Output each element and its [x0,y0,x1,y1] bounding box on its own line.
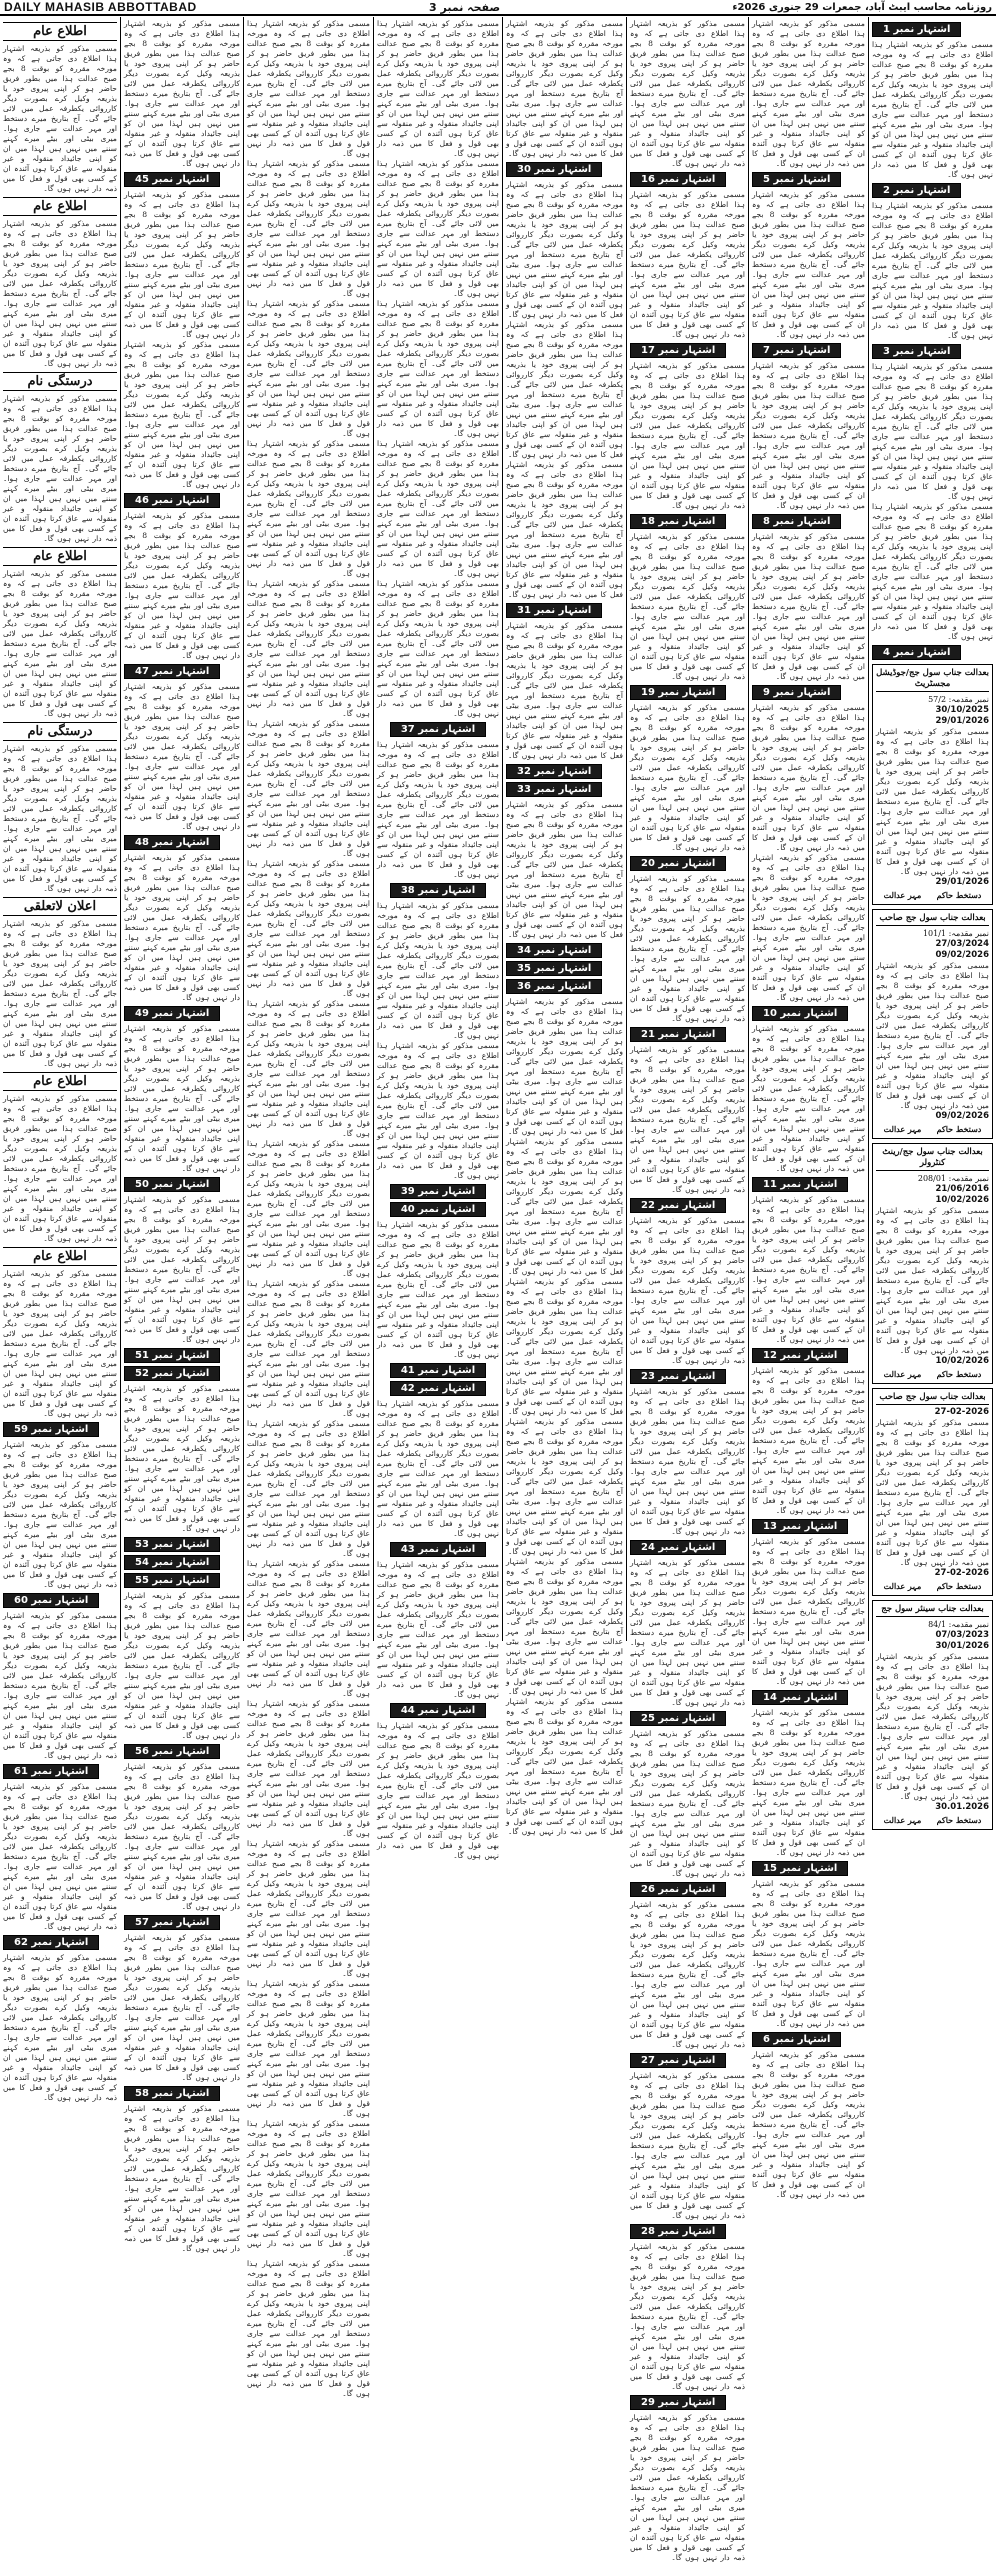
notice-text: مسمی مذکور کو بذریعہ اشتہار ہذا اطلاع دی جاتی ہے کہ وہ مورخہ مقررہ کو بوقت 8 بجے صبح عدالت ہذا میں بطور فریق حاضر ہو کر اپنی پیروی خود یا بذریعہ وکیل کرے بصورت دیگر کارروائی یکطرفہ عمل میں لائی جائے گی۔ آج بتاریخ میرے دستخط اور مہر عدالت سے جاری ہوا۔ میری بیٹی اور بیٹے میرے کہنے سننے میں نہیں ہیں لہذا میں ان کو اپنی جائیداد منقولہ و غیر منقولہ سے عاق کرتا ہوں آئندہ ان کے کسی بھی قول و فعل کا میں ذمہ دار نہیں ہوں گا۔ [247,1979,370,2118]
notice-text: مسمی مذکور کو بذریعہ اشتہار ہذا اطلاع دی جاتی ہے کہ وہ مورخہ مقررہ کو بوقت 8 بجے صبح عدالت ہذا میں بطور فریق حاضر ہو کر اپنی پیروی خود یا بذریعہ وکیل کرے بصورت دیگر کارروائی یکطرفہ عمل میں لائی جائے گی۔ آج بتاریخ میرے دستخط اور مہر عدالت سے جاری ہوا۔ میری بیٹی اور بیٹے میرے کہنے سننے میں نہیں ہیں لہذا میں ان کو اپنی جائیداد منقولہ و غیر منقولہ سے عاق کرتا ہوں آئندہ ان کے کسی بھی قول و فعل کا میں ذمہ دار نہیں ہوں گا۔ [377,439,499,578]
notice-text: مسمی مذکور کو بذریعہ اشتہار ہذا اطلاع دی جاتی ہے کہ وہ مورخہ مقررہ کو بوقت 8 بجے صبح عدالت ہذا میں بطور فریق حاضر ہو کر اپنی پیروی خود یا بذریعہ وکیل کرے بصورت دیگر کارروائی یکطرفہ عمل میں لائی جائے گی۔ آج بتاریخ میرے دستخط اور مہر عدالت سے جاری ہوا۔ میری بیٹی اور بیٹے میرے کہنے سننے میں نہیں ہیں لہذا میں ان کو اپنی جائیداد منقولہ و غیر منقولہ سے عاق کرتا ہوں آئندہ ان کے کسی بھی قول و فعل کا میں ذمہ دار نہیں ہوں گا۔ [377,901,499,1040]
ad-label: اشتہار نمبر 57 [124,1915,240,1930]
notice-text: مسمی مذکور کو بذریعہ اشتہار ہذا اطلاع دی جاتی ہے کہ وہ مورخہ مقررہ کو بوقت 8 بجے صبح عدالت ہذا میں بطور فریق حاضر ہو کر اپنی پیروی خود یا بذریعہ وکیل کرے بصورت دیگر کارروائی یکطرفہ عمل میں لائی جائے گی۔ آج بتاریخ میرے دستخط اور مہر عدالت سے جاری ہوا۔ میری بیٹی اور بیٹے میرے کہنے سننے میں نہیں ہیں لہذا میں ان کو اپنی جائیداد منقولہ و غیر منقولہ سے عاق کرتا ہوں آئندہ ان کے کسی بھی قول و فعل کا میں ذمہ دار نہیں ہوں گا۔ [3,1440,117,1589]
notice-text: مسمی مذکور کو بذریعہ اشتہار ہذا اطلاع دی جاتی ہے کہ وہ مورخہ مقررہ کو بوقت 8 بجے صبح عدالت ہذا میں بطور فریق حاضر ہو کر اپنی پیروی خود یا بذریعہ وکیل کرے بصورت دیگر کارروائی یکطرفہ عمل میں لائی جائے گی۔ آج بتاریخ میرے دستخط اور مہر عدالت سے جاری ہوا۔ میری بیٹی اور بیٹے میرے کہنے سننے میں نہیں ہیں لہذا میں ان کو اپنی جائیداد منقولہ و غیر منقولہ سے عاق کرتا ہوں آئندہ ان کے کسی بھی قول و فعل کا میں ذمہ دار نہیں ہوں گا۔ [506,320,623,459]
section-heading: اطلاع عام [3,1247,117,1266]
notice-text: مسمی مذکور کو بذریعہ اشتہار ہذا اطلاع دی جاتی ہے کہ وہ مورخہ مقررہ کو بوقت 8 بجے صبح عدالت ہذا میں بطور فریق حاضر ہو کر اپنی پیروی خود یا بذریعہ وکیل کرے بصورت دیگر کارروائی یکطرفہ عمل میں لائی جائے گی۔ آج بتاریخ میرے دستخط اور مہر عدالت سے جاری ہوا۔ میری بیٹی اور بیٹے میرے کہنے سننے میں نہیں ہیں لہذا میں ان کو اپنی جائیداد منقولہ و غیر منقولہ سے عاق کرتا ہوں آئندہ ان کے کسی بھی قول و فعل کا میں ذمہ دار نہیں ہوں گا۔ [247,999,370,1138]
ad-label: اشتہار نمبر 22 [630,1198,745,1213]
court-notice: بعدالت جناب سول جج/جوڈیشل مجسٹریٹ نمبر مقدمہ: 57/2 30/10/2025 29/01/2026 مسمی مذکور کو بذریعہ اشتہار ہذا اطلاع دی جاتی ہے کہ وہ مورخہ مقررہ کو بوقت 8 بجے صبح عدالت ہذا میں بطور فریق حاضر ہو کر اپنی پیروی خود یا بذریعہ وکیل کرے بصورت دیگر کارروائی یکطرفہ عمل میں لائی جائے گی۔ آج بتاریخ میرے دستخط اور مہر عدالت سے جاری ہوا۔ میری بیٹی اور بیٹے میرے کہنے سننے میں نہیں ہیں لہذا میں ان کو اپنی جائیداد منقولہ و غیر منقولہ سے عاق کرتا ہوں آئندہ ان کے کسی بھی قول و فعل کا میں ذمہ دار نہیں ہوں گا۔ 29/01/2026 دستخط حاکم مہر عدالت [872,664,993,905]
ad-label: اشتہار نمبر 62 [3,1935,117,1950]
notice-text: مسمی مذکور کو بذریعہ اشتہار ہذا اطلاع دی جاتی ہے کہ وہ مورخہ مقررہ کو بوقت 8 بجے صبح عدالت ہذا میں بطور فریق حاضر ہو کر اپنی پیروی خود یا بذریعہ وکیل کرے بصورت دیگر کارروائی یکطرفہ عمل میں لائی جائے گی۔ آج بتاریخ میرے دستخط اور مہر عدالت سے جاری ہوا۔ میری بیٹی اور بیٹے میرے کہنے سننے میں نہیں ہیں لہذا میں ان کو اپنی جائیداد منقولہ و غیر منقولہ سے عاق کرتا ہوں آئندہ ان کے کسی بھی قول و فعل کا میں ذمہ دار نہیں ہوں گا۔ [247,1279,370,1418]
ad-label: اشتہار نمبر 54 [124,1555,240,1570]
ad-label: اشتہار نمبر 51 [124,1348,240,1363]
classifieds-page [0,17,996,2562]
notice-text: مسمی مذکور کو بذریعہ اشتہار ہذا اطلاع دی جاتی ہے کہ وہ مورخہ مقررہ کو بوقت 8 بجے صبح عدالت ہذا میں بطور فریق حاضر ہو کر اپنی پیروی خود یا بذریعہ وکیل کرے بصورت دیگر کارروائی یکطرفہ عمل میں لائی جائے گی۔ آج بتاریخ میرے دستخط اور مہر عدالت سے جاری ہوا۔ میری بیٹی اور بیٹے میرے کہنے سننے میں نہیں ہیں لہذا میں ان کو اپنی جائیداد منقولہ و غیر منقولہ سے عاق کرتا ہوں آئندہ ان کے کسی بھی قول و فعل کا میں ذمہ دار نہیں ہوں گا۔ [630,1729,745,1878]
ad-label: اشتہار نمبر 40 [377,1202,499,1217]
column-7 [120,17,243,2253]
ad-label: اشتہار نمبر 18 [630,514,745,529]
ad-label: اشتہار نمبر 38 [377,883,499,898]
ad-label: اشتہار نمبر 31 [506,603,623,618]
notice-text: مسمی مذکور کو بذریعہ اشتہار ہذا اطلاع دی جاتی ہے کہ وہ مورخہ مقررہ کو بوقت 8 بجے صبح عدالت ہذا میں بطور فریق حاضر ہو کر اپنی پیروی خود یا بذریعہ وکیل کرے بصورت دیگر کارروائی یکطرفہ عمل میں لائی جائے گی۔ آج بتاریخ میرے دستخط اور مہر عدالت سے جاری ہوا۔ میری بیٹی اور بیٹے میرے کہنے سننے میں نہیں ہیں لہذا میں ان کو اپنی جائیداد منقولہ و غیر منقولہ سے عاق کرتا ہوں آئندہ ان کے کسی بھی قول و فعل کا میں ذمہ دار نہیں ہوں گا۔ [630,874,745,1023]
ad-label: اشتہار نمبر 23 [630,1369,745,1384]
notice-text: مسمی مذکور کو بذریعہ اشتہار ہذا اطلاع دی جاتی ہے کہ وہ مورخہ مقررہ کو بوقت 8 بجے صبح عدالت ہذا میں بطور فریق حاضر ہو کر اپنی پیروی خود یا بذریعہ وکیل کرے بصورت دیگر کارروائی یکطرفہ عمل میں لائی جائے گی۔ آج بتاریخ میرے دستخط اور مہر عدالت سے جاری ہوا۔ میری بیٹی اور بیٹے میرے کہنے سننے میں نہیں ہیں لہذا میں ان کو اپنی جائیداد منقولہ و غیر منقولہ سے عاق کرتا ہوں آئندہ ان کے کسی بھی قول و فعل کا میں ذمہ دار نہیں ہوں گا۔ [752,2050,865,2199]
ad-label: اشتہار نمبر 41 [377,1363,499,1378]
notice-text: مسمی مذکور کو بذریعہ اشتہار ہذا اطلاع دی جاتی ہے کہ وہ مورخہ مقررہ کو بوقت 8 بجے صبح عدالت ہذا میں بطور فریق حاضر ہو کر اپنی پیروی خود یا بذریعہ وکیل کرے بصورت دیگر کارروائی یکطرفہ عمل میں لائی جائے گی۔ آج بتاریخ میرے دستخط اور مہر عدالت سے جاری ہوا۔ میری بیٹی اور بیٹے میرے کہنے سننے میں نہیں ہیں لہذا میں ان کو اپنی جائیداد منقولہ و غیر منقولہ سے عاق کرتا ہوں آئندہ ان کے کسی بھی قول و فعل کا میں ذمہ دار نہیں ہوں گا۔ [752,1024,865,1173]
ad-label: اشتہار نمبر 25 [630,1711,745,1726]
notice-text: مسمی مذکور کو بذریعہ اشتہار ہذا اطلاع دی جاتی ہے کہ وہ مورخہ مقررہ کو بوقت 8 بجے صبح عدالت ہذا میں بطور فریق حاضر ہو کر اپنی پیروی خود یا بذریعہ وکیل کرے بصورت دیگر کارروائی یکطرفہ عمل میں لائی جائے گی۔ آج بتاریخ میرے دستخط اور مہر عدالت سے جاری ہوا۔ میری بیٹی اور بیٹے میرے کہنے سننے میں نہیں ہیں لہذا میں ان کو اپنی جائیداد منقولہ و غیر منقولہ سے عاق کرتا ہوں آئندہ ان کے کسی بھی قول و فعل کا میں ذمہ دار نہیں ہوں گا۔ [247,439,370,578]
ad-label: اشتہار نمبر 58 [124,2086,240,2101]
ad-label: اشتہار نمبر 12 [752,1348,865,1363]
section-heading: اطلاع عام [3,22,117,41]
notice-text: مسمی مذکور کو بذریعہ اشتہار ہذا اطلاع دی جاتی ہے کہ وہ مورخہ مقررہ کو بوقت 8 بجے صبح عدالت ہذا میں بطور فریق حاضر ہو کر اپنی پیروی خود یا بذریعہ وکیل کرے بصورت دیگر کارروائی یکطرفہ عمل میں لائی جائے گی۔ آج بتاریخ میرے دستخط اور مہر عدالت سے جاری ہوا۔ میری بیٹی اور بیٹے میرے کہنے سننے میں نہیں ہیں لہذا میں ان کو اپنی جائیداد منقولہ و غیر منقولہ سے عاق کرتا ہوں آئندہ ان کے کسی بھی قول و فعل کا میں ذمہ دار نہیں ہوں گا۔ [506,19,623,158]
notice-text: مسمی مذکور کو بذریعہ اشتہار ہذا اطلاع دی جاتی ہے کہ وہ مورخہ مقررہ کو بوقت 8 بجے صبح عدالت ہذا میں بطور فریق حاضر ہو کر اپنی پیروی خود یا بذریعہ وکیل کرے بصورت دیگر کارروائی یکطرفہ عمل میں لائی جائے گی۔ آج بتاریخ میرے دستخط اور مہر عدالت سے جاری ہوا۔ میری بیٹی اور بیٹے میرے کہنے سننے میں نہیں ہیں لہذا میں ان کو اپنی جائیداد منقولہ و غیر منقولہ سے عاق کرتا ہوں آئندہ ان کے کسی بھی قول و فعل کا میں ذمہ دار نہیں ہوں گا۔ [377,1399,499,1538]
notice-text: مسمی مذکور کو بذریعہ اشتہار ہذا اطلاع دی جاتی ہے کہ وہ مورخہ مقررہ کو بوقت 8 بجے صبح عدالت ہذا میں بطور فریق حاضر ہو کر اپنی پیروی خود یا بذریعہ وکیل کرے بصورت دیگر کارروائی یکطرفہ عمل میں لائی جائے گی۔ آج بتاریخ میرے دستخط اور مہر عدالت سے جاری ہوا۔ میری بیٹی اور بیٹے میرے کہنے سننے میں نہیں ہیں لہذا میں ان کو اپنی جائیداد منقولہ و غیر منقولہ سے عاق کرتا ہوں آئندہ ان کے کسی بھی قول و فعل کا میں ذمہ دار نہیں ہوں گا۔ [124,1933,240,2082]
notice-text: مسمی مذکور کو بذریعہ اشتہار ہذا اطلاع دی جاتی ہے کہ وہ مورخہ مقررہ کو بوقت 8 بجے صبح عدالت ہذا میں بطور فریق حاضر ہو کر اپنی پیروی خود یا بذریعہ وکیل کرے بصورت دیگر کارروائی یکطرفہ عمل میں لائی جائے گی۔ آج بتاریخ میرے دستخط اور مہر عدالت سے جاری ہوا۔ میری بیٹی اور بیٹے میرے کہنے سننے میں نہیں ہیں لہذا میں ان کو اپنی جائیداد منقولہ و غیر منقولہ سے عاق کرتا ہوں آئندہ ان کے کسی بھی قول و فعل کا میں ذمہ دار نہیں ہوں گا۔ [124,190,240,339]
ad-label: اشتہار نمبر 16 [630,172,745,187]
notice-text: مسمی مذکور کو بذریعہ اشتہار ہذا اطلاع دی جاتی ہے کہ وہ مورخہ مقررہ کو بوقت 8 بجے صبح عدالت ہذا میں بطور فریق حاضر ہو کر اپنی پیروی خود یا بذریعہ وکیل کرے بصورت دیگر کارروائی یکطرفہ عمل میں لائی جائے گی۔ آج بتاریخ میرے دستخط اور مہر عدالت سے جاری ہوا۔ میری بیٹی اور بیٹے میرے کہنے سننے میں نہیں ہیں لہذا میں ان کو اپنی جائیداد منقولہ و غیر منقولہ سے عاق کرتا ہوں آئندہ ان کے کسی بھی قول و فعل کا میں ذمہ دار نہیں ہوں گا۔ [247,2259,370,2398]
notice-text: مسمی مذکور کو بذریعہ اشتہار ہذا اطلاع دی جاتی ہے کہ وہ مورخہ مقررہ کو بوقت 8 بجے صبح عدالت ہذا میں بطور فریق حاضر ہو کر اپنی پیروی خود یا بذریعہ وکیل کرے بصورت دیگر کارروائی یکطرفہ عمل میں لائی جائے گی۔ آج بتاریخ میرے دستخط اور مہر عدالت سے جاری ہوا۔ میری بیٹی اور بیٹے میرے کہنے سننے میں نہیں ہیں لہذا میں ان کو اپنی جائیداد منقولہ و غیر منقولہ سے عاق کرتا ہوں آئندہ ان کے کسی بھی قول و فعل کا میں ذمہ دار نہیں ہوں گا۔ [630,532,745,681]
ad-label: اشتہار نمبر 29 [630,2395,745,2410]
ad-label: اشتہار نمبر 8 [752,514,865,529]
notice-text: مسمی مذکور کو بذریعہ اشتہار ہذا اطلاع دی جاتی ہے کہ وہ مورخہ مقررہ کو بوقت 8 بجے صبح عدالت ہذا میں بطور فریق حاضر ہو کر اپنی پیروی خود یا بذریعہ وکیل کرے بصورت دیگر کارروائی یکطرفہ عمل میں لائی جائے گی۔ آج بتاریخ میرے دستخط اور مہر عدالت سے جاری ہوا۔ میری بیٹی اور بیٹے میرے کہنے سننے میں نہیں ہیں لہذا میں ان کو اپنی جائیداد منقولہ و غیر منقولہ سے عاق کرتا ہوں آئندہ ان کے کسی بھی قول و فعل کا میں ذمہ دار نہیں ہوں گا۔ [872,40,993,179]
notice-text: مسمی مذکور کو بذریعہ اشتہار ہذا اطلاع دی جاتی ہے کہ وہ مورخہ مقررہ کو بوقت 8 بجے صبح عدالت ہذا میں بطور فریق حاضر ہو کر اپنی پیروی خود یا بذریعہ وکیل کرے بصورت دیگر کارروائی یکطرفہ عمل میں لائی جائے گی۔ آج بتاریخ میرے دستخط اور مہر عدالت سے جاری ہوا۔ میری بیٹی اور بیٹے میرے کہنے سننے میں نہیں ہیں لہذا میں ان کو اپنی جائیداد منقولہ و غیر منقولہ سے عاق کرتا ہوں آئندہ ان کے کسی بھی قول و فعل کا میں ذمہ دار نہیں ہوں گا۔ [506,1697,623,1836]
ad-label: اشتہار نمبر 5 [752,172,865,187]
section-heading: اعلان لاتعلقی [3,897,117,916]
notice-text: مسمی مذکور کو بذریعہ اشتہار ہذا اطلاع دی جاتی ہے کہ وہ مورخہ مقررہ کو بوقت 8 بجے صبح عدالت ہذا میں بطور فریق حاضر ہو کر اپنی پیروی خود یا بذریعہ وکیل کرے بصورت دیگر کارروائی یکطرفہ عمل میں لائی جائے گی۔ آج بتاریخ میرے دستخط اور مہر عدالت سے جاری ہوا۔ میری بیٹی اور بیٹے میرے کہنے سننے میں نہیں ہیں لہذا میں ان کو اپنی جائیداد منقولہ و غیر منقولہ سے عاق کرتا ہوں آئندہ ان کے کسی بھی قول و فعل کا میں ذمہ دار نہیں ہوں گا۔ [3,1269,117,1418]
ad-label: اشتہار نمبر 24 [630,1540,745,1555]
notice-text: مسمی مذکور کو بذریعہ اشتہار ہذا اطلاع دی جاتی ہے کہ وہ مورخہ مقررہ کو بوقت 8 بجے صبح عدالت ہذا میں بطور فریق حاضر ہو کر اپنی پیروی خود یا بذریعہ وکیل کرے بصورت دیگر کارروائی یکطرفہ عمل میں لائی جائے گی۔ آج بتاریخ میرے دستخط اور مہر عدالت سے جاری ہوا۔ میری بیٹی اور بیٹے میرے کہنے سننے میں نہیں ہیں لہذا میں ان کو اپنی جائیداد منقولہ و غیر منقولہ سے عاق کرتا ہوں آئندہ ان کے کسی بھی قول و فعل کا میں ذمہ دار نہیں ہوں گا۔ [3,1611,117,1760]
notice-text: مسمی مذکور کو بذریعہ اشتہار ہذا اطلاع دی جاتی ہے کہ وہ مورخہ مقررہ کو بوقت 8 بجے صبح عدالت ہذا میں بطور فریق حاضر ہو کر اپنی پیروی خود یا بذریعہ وکیل کرے بصورت دیگر کارروائی یکطرفہ عمل میں لائی جائے گی۔ آج بتاریخ میرے دستخط اور مہر عدالت سے جاری ہوا۔ میری بیٹی اور بیٹے میرے کہنے سننے میں نہیں ہیں لہذا میں ان کو اپنی جائیداد منقولہ و غیر منقولہ سے عاق کرتا ہوں آئندہ ان کے کسی بھی قول و فعل کا میں ذمہ دار نہیں ہوں گا۔ [630,2413,745,2562]
notice-text: مسمی مذکور کو بذریعہ اشتہار ہذا اطلاع دی جاتی ہے کہ وہ مورخہ مقررہ کو بوقت 8 بجے صبح عدالت ہذا میں بطور فریق حاضر ہو کر اپنی پیروی خود یا بذریعہ وکیل کرے بصورت دیگر کارروائی یکطرفہ عمل میں لائی جائے گی۔ آج بتاریخ میرے دستخط اور مہر عدالت سے جاری ہوا۔ میری بیٹی اور بیٹے میرے کہنے سننے میں نہیں ہیں لہذا میں ان کو اپنی جائیداد منقولہ و غیر منقولہ سے عاق کرتا ہوں آئندہ ان کے کسی بھی قول و فعل کا میں ذمہ دار نہیں ہوں گا۔ [247,1419,370,1558]
ad-label: اشتہار نمبر 56 [124,1744,240,1759]
ad-label: اشتہار نمبر 52 [124,1366,240,1381]
notice-text: مسمی مذکور کو بذریعہ اشتہار ہذا اطلاع دی جاتی ہے کہ وہ مورخہ مقررہ کو بوقت 8 بجے صبح عدالت ہذا میں بطور فریق حاضر ہو کر اپنی پیروی خود یا بذریعہ وکیل کرے بصورت دیگر کارروائی یکطرفہ عمل میں لائی جائے گی۔ آج بتاریخ میرے دستخط اور مہر عدالت سے جاری ہوا۔ میری بیٹی اور بیٹے میرے کہنے سننے میں نہیں ہیں لہذا میں ان کو اپنی جائیداد منقولہ و غیر منقولہ سے عاق کرتا ہوں آئندہ ان کے کسی بھی قول و فعل کا میں ذمہ دار نہیں ہوں گا۔ [247,1699,370,1838]
notice-text: مسمی مذکور کو بذریعہ اشتہار ہذا اطلاع دی جاتی ہے کہ وہ مورخہ مقررہ کو بوقت 8 بجے صبح عدالت ہذا میں بطور فریق حاضر ہو کر اپنی پیروی خود یا بذریعہ وکیل کرے بصورت دیگر کارروائی یکطرفہ عمل میں لائی جائے گی۔ آج بتاریخ میرے دستخط اور مہر عدالت سے جاری ہوا۔ میری بیٹی اور بیٹے میرے کہنے سننے میں نہیں ہیں لہذا میں ان کو اپنی جائیداد منقولہ و غیر منقولہ سے عاق کرتا ہوں آئندہ ان کے کسی بھی قول و فعل کا میں ذمہ دار نہیں ہوں گا۔ [3,1782,117,1931]
section-heading: اطلاع عام [3,547,117,566]
notice-text: مسمی مذکور کو بذریعہ اشتہار ہذا اطلاع دی جاتی ہے کہ وہ مورخہ مقررہ کو بوقت 8 بجے صبح عدالت ہذا میں بطور فریق حاضر ہو کر اپنی پیروی خود یا بذریعہ وکیل کرے بصورت دیگر کارروائی یکطرفہ عمل میں لائی جائے گی۔ آج بتاریخ میرے دستخط اور مہر عدالت سے جاری ہوا۔ میری بیٹی اور بیٹے میرے کہنے سننے میں نہیں ہیں لہذا میں ان کو اپنی جائیداد منقولہ و غیر منقولہ سے عاق کرتا ہوں آئندہ ان کے کسی بھی قول و فعل کا میں ذمہ دار نہیں ہوں گا۔ [124,1195,240,1344]
ad-label: اشتہار نمبر 43 [377,1542,499,1557]
ad-label: اشتہار نمبر 59 [3,1422,117,1437]
ad-label: اشتہار نمبر 10 [752,1006,865,1021]
notice-text: مسمی مذکور کو بذریعہ اشتہار ہذا اطلاع دی جاتی ہے کہ وہ مورخہ مقررہ کو بوقت 8 بجے صبح عدالت ہذا میں بطور فریق حاضر ہو کر اپنی پیروی خود یا بذریعہ وکیل کرے بصورت دیگر کارروائی یکطرفہ عمل میں لائی جائے گی۔ آج بتاریخ میرے دستخط اور مہر عدالت سے جاری ہوا۔ میری بیٹی اور بیٹے میرے کہنے سننے میں نہیں ہیں لہذا میں ان کو اپنی جائیداد منقولہ و غیر منقولہ سے عاق کرتا ہوں آئندہ ان کے کسی بھی قول و فعل کا میں ذمہ دار نہیں ہوں گا۔ [3,919,117,1068]
ad-label: اشتہار نمبر 49 [124,1006,240,1021]
notice-text: مسمی مذکور کو بذریعہ اشتہار ہذا اطلاع دی جاتی ہے کہ وہ مورخہ مقررہ کو بوقت 8 بجے صبح عدالت ہذا میں بطور فریق حاضر ہو کر اپنی پیروی خود یا بذریعہ وکیل کرے بصورت دیگر کارروائی یکطرفہ عمل میں لائی جائے گی۔ آج بتاریخ میرے دستخط اور مہر عدالت سے جاری ہوا۔ میری بیٹی اور بیٹے میرے کہنے سننے میں نہیں ہیں لہذا میں ان کو اپنی جائیداد منقولہ و غیر منقولہ سے عاق کرتا ہوں آئندہ ان کے کسی بھی قول و فعل کا میں ذمہ دار نہیں ہوں گا۔ [247,19,370,158]
notice-text: مسمی مذکور کو بذریعہ اشتہار ہذا اطلاع دی جاتی ہے کہ وہ مورخہ مقررہ کو بوقت 8 بجے صبح عدالت ہذا میں بطور فریق حاضر ہو کر اپنی پیروی خود یا بذریعہ وکیل کرے بصورت دیگر کارروائی یکطرفہ عمل میں لائی جائے گی۔ آج بتاریخ میرے دستخط اور مہر عدالت سے جاری ہوا۔ میری بیٹی اور بیٹے میرے کہنے سننے میں نہیں ہیں لہذا میں ان کو اپنی جائیداد منقولہ و غیر منقولہ سے عاق کرتا ہوں آئندہ ان کے کسی بھی قول و فعل کا میں ذمہ دار نہیں ہوں گا۔ [3,1953,117,2102]
notice-text: مسمی مذکور کو بذریعہ اشتہار ہذا اطلاع دی جاتی ہے کہ وہ مورخہ مقررہ کو بوقت 8 بجے صبح عدالت ہذا میں بطور فریق حاضر ہو کر اپنی پیروی خود یا بذریعہ وکیل کرے بصورت دیگر کارروائی یکطرفہ عمل میں لائی جائے گی۔ آج بتاریخ میرے دستخط اور مہر عدالت سے جاری ہوا۔ میری بیٹی اور بیٹے میرے کہنے سننے میں نہیں ہیں لہذا میں ان کو اپنی جائیداد منقولہ و غیر منقولہ سے عاق کرتا ہوں آئندہ ان کے کسی بھی قول و فعل کا میں ذمہ دار نہیں ہوں گا۔ [752,1537,865,1686]
notice-text: مسمی مذکور کو بذریعہ اشتہار ہذا اطلاع دی جاتی ہے کہ وہ مورخہ مقررہ کو بوقت 8 بجے صبح عدالت ہذا میں بطور فریق حاضر ہو کر اپنی پیروی خود یا بذریعہ وکیل کرے بصورت دیگر کارروائی یکطرفہ عمل میں لائی جائے گی۔ آج بتاریخ میرے دستخط اور مہر عدالت سے جاری ہوا۔ میری بیٹی اور بیٹے میرے کہنے سننے میں نہیں ہیں لہذا میں ان کو اپنی جائیداد منقولہ و غیر منقولہ سے عاق کرتا ہوں آئندہ ان کے کسی بھی قول و فعل کا میں ذمہ دار نہیں ہوں گا۔ [506,621,623,760]
ad-label: اشتہار نمبر 37 [377,722,499,737]
notice-text: مسمی مذکور کو بذریعہ اشتہار ہذا اطلاع دی جاتی ہے کہ وہ مورخہ مقررہ کو بوقت 8 بجے صبح عدالت ہذا میں بطور فریق حاضر ہو کر اپنی پیروی خود یا بذریعہ وکیل کرے بصورت دیگر کارروائی یکطرفہ عمل میں لائی جائے گی۔ آج بتاریخ میرے دستخط اور مہر عدالت سے جاری ہوا۔ میری بیٹی اور بیٹے میرے کہنے سننے میں نہیں ہیں لہذا میں ان کو اپنی جائیداد منقولہ و غیر منقولہ سے عاق کرتا ہوں آئندہ ان کے کسی بھی قول و فعل کا میں ذمہ دار نہیں ہوں گا۔ [872,362,993,501]
ad-label: اشتہار نمبر 46 [124,493,240,508]
notice-text: مسمی مذکور کو بذریعہ اشتہار ہذا اطلاع دی جاتی ہے کہ وہ مورخہ مقررہ کو بوقت 8 بجے صبح عدالت ہذا میں بطور فریق حاضر ہو کر اپنی پیروی خود یا بذریعہ وکیل کرے بصورت دیگر کارروائی یکطرفہ عمل میں لائی جائے گی۔ آج بتاریخ میرے دستخط اور مہر عدالت سے جاری ہوا۔ میری بیٹی اور بیٹے میرے کہنے سننے میں نہیں ہیں لہذا میں ان کو اپنی جائیداد منقولہ و غیر منقولہ سے عاق کرتا ہوں آئندہ ان کے کسی بھی قول و فعل کا میں ذمہ دار نہیں ہوں گا۔ [377,740,499,879]
ad-label: اشتہار نمبر 44 [377,1703,499,1718]
notice-text: مسمی مذکور کو بذریعہ اشتہار ہذا اطلاع دی جاتی ہے کہ وہ مورخہ مقررہ کو بوقت 8 بجے صبح عدالت ہذا میں بطور فریق حاضر ہو کر اپنی پیروی خود یا بذریعہ وکیل کرے بصورت دیگر کارروائی یکطرفہ عمل میں لائی جائے گی۔ آج بتاریخ میرے دستخط اور مہر عدالت سے جاری ہوا۔ میری بیٹی اور بیٹے میرے کہنے سننے میں نہیں ہیں لہذا میں ان کو اپنی جائیداد منقولہ و غیر منقولہ سے عاق کرتا ہوں آئندہ ان کے کسی بھی قول و فعل کا میں ذمہ دار نہیں ہوں گا۔ [752,532,865,681]
notice-text: مسمی مذکور کو بذریعہ اشتہار ہذا اطلاع دی جاتی ہے کہ وہ مورخہ مقررہ کو بوقت 8 بجے صبح عدالت ہذا میں بطور فریق حاضر ہو کر اپنی پیروی خود یا بذریعہ وکیل کرے بصورت دیگر کارروائی یکطرفہ عمل میں لائی جائے گی۔ آج بتاریخ میرے دستخط اور مہر عدالت سے جاری ہوا۔ میری بیٹی اور بیٹے میرے کہنے سننے میں نہیں ہیں لہذا میں ان کو اپنی جائیداد منقولہ و غیر منقولہ سے عاق کرتا ہوں آئندہ ان کے کسی بھی قول و فعل کا میں ذمہ دار نہیں ہوں گا۔ [247,159,370,298]
ad-label: اشتہار نمبر 36 [506,979,623,994]
column-3 [626,17,748,2562]
notice-text: مسمی مذکور کو بذریعہ اشتہار ہذا اطلاع دی جاتی ہے کہ وہ مورخہ مقررہ کو بوقت 8 بجے صبح عدالت ہذا میں بطور فریق حاضر ہو کر اپنی پیروی خود یا بذریعہ وکیل کرے بصورت دیگر کارروائی یکطرفہ عمل میں لائی جائے گی۔ آج بتاریخ میرے دستخط اور مہر عدالت سے جاری ہوا۔ میری بیٹی اور بیٹے میرے کہنے سننے میں نہیں ہیں لہذا میں ان کو اپنی جائیداد منقولہ و غیر منقولہ سے عاق کرتا ہوں آئندہ ان کے کسی بھی قول و فعل کا میں ذمہ دار نہیں ہوں گا۔ [124,340,240,489]
ad-label: اشتہار نمبر 45 [124,172,240,187]
notice-text: مسمی مذکور کو بذریعہ اشتہار ہذا اطلاع دی جاتی ہے کہ وہ مورخہ مقررہ کو بوقت 8 بجے صبح عدالت ہذا میں بطور فریق حاضر ہو کر اپنی پیروی خود یا بذریعہ وکیل کرے بصورت دیگر کارروائی یکطرفہ عمل میں لائی جائے گی۔ آج بتاریخ میرے دستخط اور مہر عدالت سے جاری ہوا۔ میری بیٹی اور بیٹے میرے کہنے سننے میں نہیں ہیں لہذا میں ان کو اپنی جائیداد منقولہ و غیر منقولہ سے عاق کرتا ہوں آئندہ ان کے کسی بھی قول و فعل کا میں ذمہ دار نہیں ہوں گا۔ [3,219,117,368]
notice-text: مسمی مذکور کو بذریعہ اشتہار ہذا اطلاع دی جاتی ہے کہ وہ مورخہ مقررہ کو بوقت 8 بجے صبح عدالت ہذا میں بطور فریق حاضر ہو کر اپنی پیروی خود یا بذریعہ وکیل کرے بصورت دیگر کارروائی یکطرفہ عمل میں لائی جائے گی۔ آج بتاریخ میرے دستخط اور مہر عدالت سے جاری ہوا۔ میری بیٹی اور بیٹے میرے کہنے سننے میں نہیں ہیں لہذا میں ان کو اپنی جائیداد منقولہ و غیر منقولہ سے عاق کرتا ہوں آئندہ ان کے کسی بھی قول و فعل کا میں ذمہ دار نہیں ہوں گا۔ [124,853,240,1002]
notice-text: مسمی مذکور کو بذریعہ اشتہار ہذا اطلاع دی جاتی ہے کہ وہ مورخہ مقررہ کو بوقت 8 بجے صبح عدالت ہذا میں بطور فریق حاضر ہو کر اپنی پیروی خود یا بذریعہ وکیل کرے بصورت دیگر کارروائی یکطرفہ عمل میں لائی جائے گی۔ آج بتاریخ میرے دستخط اور مہر عدالت سے جاری ہوا۔ میری بیٹی اور بیٹے میرے کہنے سننے میں نہیں ہیں لہذا میں ان کو اپنی جائیداد منقولہ و غیر منقولہ سے عاق کرتا ہوں آئندہ ان کے کسی بھی قول و فعل کا میں ذمہ دار نہیں ہوں گا۔ [506,1417,623,1556]
notice-text: مسمی مذکور کو بذریعہ اشتہار ہذا اطلاع دی جاتی ہے کہ وہ مورخہ مقررہ کو بوقت 8 بجے صبح عدالت ہذا میں بطور فریق حاضر ہو کر اپنی پیروی خود یا بذریعہ وکیل کرے بصورت دیگر کارروائی یکطرفہ عمل میں لائی جائے گی۔ آج بتاریخ میرے دستخط اور مہر عدالت سے جاری ہوا۔ میری بیٹی اور بیٹے میرے کہنے سننے میں نہیں ہیں لہذا میں ان کو اپنی جائیداد منقولہ و غیر منقولہ سے عاق کرتا ہوں آئندہ ان کے کسی بھی قول و فعل کا میں ذمہ دار نہیں ہوں گا۔ [3,394,117,543]
notice-text: مسمی مذکور کو بذریعہ اشتہار ہذا اطلاع دی جاتی ہے کہ وہ مورخہ مقررہ کو بوقت 8 بجے صبح عدالت ہذا میں بطور فریق حاضر ہو کر اپنی پیروی خود یا بذریعہ وکیل کرے بصورت دیگر کارروائی یکطرفہ عمل میں لائی جائے گی۔ آج بتاریخ میرے دستخط اور مہر عدالت سے جاری ہوا۔ میری بیٹی اور بیٹے میرے کہنے سننے میں نہیں ہیں لہذا میں ان کو اپنی جائیداد منقولہ و غیر منقولہ سے عاق کرتا ہوں آئندہ ان کے کسی بھی قول و فعل کا میں ذمہ دار نہیں ہوں گا۔ [630,703,745,852]
ad-label: اشتہار نمبر 19 [630,685,745,700]
column-5 [373,17,502,1860]
column-4 [502,17,626,1836]
notice-text: مسمی مذکور کو بذریعہ اشتہار ہذا اطلاع دی جاتی ہے کہ وہ مورخہ مقررہ کو بوقت 8 بجے صبح عدالت ہذا میں بطور فریق حاضر ہو کر اپنی پیروی خود یا بذریعہ وکیل کرے بصورت دیگر کارروائی یکطرفہ عمل میں لائی جائے گی۔ آج بتاریخ میرے دستخط اور مہر عدالت سے جاری ہوا۔ میری بیٹی اور بیٹے میرے کہنے سننے میں نہیں ہیں لہذا میں ان کو اپنی جائیداد منقولہ و غیر منقولہ سے عاق کرتا ہوں آئندہ ان کے کسی بھی قول و فعل کا میں ذمہ دار نہیں ہوں گا۔ [377,159,499,298]
section-heading: اطلاع عام [3,197,117,216]
notice-text: مسمی مذکور کو بذریعہ اشتہار ہذا اطلاع دی جاتی ہے کہ وہ مورخہ مقررہ کو بوقت 8 بجے صبح عدالت ہذا میں بطور فریق حاضر ہو کر اپنی پیروی خود یا بذریعہ وکیل کرے بصورت دیگر کارروائی یکطرفہ عمل میں لائی جائے گی۔ آج بتاریخ میرے دستخط اور مہر عدالت سے جاری ہوا۔ میری بیٹی اور بیٹے میرے کہنے سننے میں نہیں ہیں لہذا میں ان کو اپنی جائیداد منقولہ و غیر منقولہ سے عاق کرتا ہوں آئندہ ان کے کسی بھی قول و فعل کا میں ذمہ دار نہیں ہوں گا۔ [247,1139,370,1278]
notice-text: مسمی مذکور کو بذریعہ اشتہار ہذا اطلاع دی جاتی ہے کہ وہ مورخہ مقررہ کو بوقت 8 بجے صبح عدالت ہذا میں بطور فریق حاضر ہو کر اپنی پیروی خود یا بذریعہ وکیل کرے بصورت دیگر کارروائی یکطرفہ عمل میں لائی جائے گی۔ آج بتاریخ میرے دستخط اور مہر عدالت سے جاری ہوا۔ میری بیٹی اور بیٹے میرے کہنے سننے میں نہیں ہیں لہذا میں ان کو اپنی جائیداد منقولہ و غیر منقولہ سے عاق کرتا ہوں آئندہ ان کے کسی بھی قول و فعل کا میں ذمہ دار نہیں ہوں گا۔ [630,1216,745,1365]
notice-text: مسمی مذکور کو بذریعہ اشتہار ہذا اطلاع دی جاتی ہے کہ وہ مورخہ مقررہ کو بوقت 8 بجے صبح عدالت ہذا میں بطور فریق حاضر ہو کر اپنی پیروی خود یا بذریعہ وکیل کرے بصورت دیگر کارروائی یکطرفہ عمل میں لائی جائے گی۔ آج بتاریخ میرے دستخط اور مہر عدالت سے جاری ہوا۔ میری بیٹی اور بیٹے میرے کہنے سننے میں نہیں ہیں لہذا میں ان کو اپنی جائیداد منقولہ و غیر منقولہ سے عاق کرتا ہوں آئندہ ان کے کسی بھی قول و فعل کا میں ذمہ دار نہیں ہوں گا۔ [630,1900,745,2049]
issue-date: روزنامہ محاسب ایبٹ آباد، جمعرات 29 جنوری 2026ء [732,1,992,13]
notice-text: مسمی مذکور کو بذریعہ اشتہار ہذا اطلاع دی جاتی ہے کہ وہ مورخہ مقررہ کو بوقت 8 بجے صبح عدالت ہذا میں بطور فریق حاضر ہو کر اپنی پیروی خود یا بذریعہ وکیل کرے بصورت دیگر کارروائی یکطرفہ عمل میں لائی جائے گی۔ آج بتاریخ میرے دستخط اور مہر عدالت سے جاری ہوا۔ میری بیٹی اور بیٹے میرے کہنے سننے میں نہیں ہیں لہذا میں ان کو اپنی جائیداد منقولہ و غیر منقولہ سے عاق کرتا ہوں آئندہ ان کے کسی بھی قول و فعل کا میں ذمہ دار نہیں ہوں گا۔ [247,1839,370,1978]
ad-label: اشتہار نمبر 26 [630,1882,745,1897]
notice-text: مسمی مذکور کو بذریعہ اشتہار ہذا اطلاع دی جاتی ہے کہ وہ مورخہ مقررہ کو بوقت 8 بجے صبح عدالت ہذا میں بطور فریق حاضر ہو کر اپنی پیروی خود یا بذریعہ وکیل کرے بصورت دیگر کارروائی یکطرفہ عمل میں لائی جائے گی۔ آج بتاریخ میرے دستخط اور مہر عدالت سے جاری ہوا۔ میری بیٹی اور بیٹے میرے کہنے سننے میں نہیں ہیں لہذا میں ان کو اپنی جائیداد منقولہ و غیر منقولہ سے عاق کرتا ہوں آئندہ ان کے کسی بھی قول و فعل کا میں ذمہ دار نہیں ہوں گا۔ [630,361,745,510]
court-notice: بعدالت جناب سول جج/رینٹ کنٹرولر نمبر مقدمہ: 208/01 21/06/2016 10/02/2026 مسمی مذکور کو بذریعہ اشتہار ہذا اطلاع دی جاتی ہے کہ وہ مورخہ مقررہ کو بوقت 8 بجے صبح عدالت ہذا میں بطور فریق حاضر ہو کر اپنی پیروی خود یا بذریعہ وکیل کرے بصورت دیگر کارروائی یکطرفہ عمل میں لائی جائے گی۔ آج بتاریخ میرے دستخط اور مہر عدالت سے جاری ہوا۔ میری بیٹی اور بیٹے میرے کہنے سننے میں نہیں ہیں لہذا میں ان کو اپنی جائیداد منقولہ و غیر منقولہ سے عاق کرتا ہوں آئندہ ان کے کسی بھی قول و فعل کا میں ذمہ دار نہیں ہوں گا۔ 10/02/2026 دستخط حاکم مہر عدالت [872,1143,993,1384]
ad-label: اشتہار نمبر 17 [630,343,745,358]
notice-text: مسمی مذکور کو بذریعہ اشتہار ہذا اطلاع دی جاتی ہے کہ وہ مورخہ مقررہ کو بوقت 8 بجے صبح عدالت ہذا میں بطور فریق حاضر ہو کر اپنی پیروی خود یا بذریعہ وکیل کرے بصورت دیگر کارروائی یکطرفہ عمل میں لائی جائے گی۔ آج بتاریخ میرے دستخط اور مہر عدالت سے جاری ہوا۔ میری بیٹی اور بیٹے میرے کہنے سننے میں نہیں ہیں لہذا میں ان کو اپنی جائیداد منقولہ و غیر منقولہ سے عاق کرتا ہوں آئندہ ان کے کسی بھی قول و فعل کا میں ذمہ دار نہیں ہوں گا۔ [872,502,993,641]
notice-text: مسمی مذکور کو بذریعہ اشتہار ہذا اطلاع دی جاتی ہے کہ وہ مورخہ مقررہ کو بوقت 8 بجے صبح عدالت ہذا میں بطور فریق حاضر ہو کر اپنی پیروی خود یا بذریعہ وکیل کرے بصورت دیگر کارروائی یکطرفہ عمل میں لائی جائے گی۔ آج بتاریخ میرے دستخط اور مہر عدالت سے جاری ہوا۔ میری بیٹی اور بیٹے میرے کہنے سننے میں نہیں ہیں لہذا میں ان کو اپنی جائیداد منقولہ و غیر منقولہ سے عاق کرتا ہوں آئندہ ان کے کسی بھی قول و فعل کا میں ذمہ دار نہیں ہوں گا۔ [377,299,499,438]
notice-text: مسمی مذکور کو بذریعہ اشتہار ہذا اطلاع دی جاتی ہے کہ وہ مورخہ مقررہ کو بوقت 8 بجے صبح عدالت ہذا میں بطور فریق حاضر ہو کر اپنی پیروی خود یا بذریعہ وکیل کرے بصورت دیگر کارروائی یکطرفہ عمل میں لائی جائے گی۔ آج بتاریخ میرے دستخط اور مہر عدالت سے جاری ہوا۔ میری بیٹی اور بیٹے میرے کہنے سننے میں نہیں ہیں لہذا میں ان کو اپنی جائیداد منقولہ و غیر منقولہ سے عاق کرتا ہوں آئندہ ان کے کسی بھی قول و فعل کا میں ذمہ دار نہیں ہوں گا۔ [872,201,993,340]
ad-label: اشتہار نمبر 14 [752,1690,865,1705]
notice-text: مسمی مذکور کو بذریعہ اشتہار ہذا اطلاع دی جاتی ہے کہ وہ مورخہ مقررہ کو بوقت 8 بجے صبح عدالت ہذا میں بطور فریق حاضر ہو کر اپنی پیروی خود یا بذریعہ وکیل کرے بصورت دیگر کارروائی یکطرفہ عمل میں لائی جائے گی۔ آج بتاریخ میرے دستخط اور مہر عدالت سے جاری ہوا۔ میری بیٹی اور بیٹے میرے کہنے سننے میں نہیں ہیں لہذا میں ان کو اپنی جائیداد منقولہ و غیر منقولہ سے عاق کرتا ہوں آئندہ ان کے کسی بھی قول و فعل کا میں ذمہ دار نہیں ہوں گا۔ [752,1708,865,1857]
ad-label: اشتہار نمبر 3 [872,344,993,359]
ad-label: اشتہار نمبر 50 [124,1177,240,1192]
notice-text: مسمی مذکور کو بذریعہ اشتہار ہذا اطلاع دی جاتی ہے کہ وہ مورخہ مقررہ کو بوقت 8 بجے صبح عدالت ہذا میں بطور فریق حاضر ہو کر اپنی پیروی خود یا بذریعہ وکیل کرے بصورت دیگر کارروائی یکطرفہ عمل میں لائی جائے گی۔ آج بتاریخ میرے دستخط اور مہر عدالت سے جاری ہوا۔ میری بیٹی اور بیٹے میرے کہنے سننے میں نہیں ہیں لہذا میں ان کو اپنی جائیداد منقولہ و غیر منقولہ سے عاق کرتا ہوں آئندہ ان کے کسی بھی قول و فعل کا میں ذمہ دار نہیں ہوں گا۔ [506,1277,623,1416]
notice-text: مسمی مذکور کو بذریعہ اشتہار ہذا اطلاع دی جاتی ہے کہ وہ مورخہ مقررہ کو بوقت 8 بجے صبح عدالت ہذا میں بطور فریق حاضر ہو کر اپنی پیروی خود یا بذریعہ وکیل کرے بصورت دیگر کارروائی یکطرفہ عمل میں لائی جائے گی۔ آج بتاریخ میرے دستخط اور مہر عدالت سے جاری ہوا۔ میری بیٹی اور بیٹے میرے کہنے سننے میں نہیں ہیں لہذا میں ان کو اپنی جائیداد منقولہ و غیر منقولہ سے عاق کرتا ہوں آئندہ ان کے کسی بھی قول و فعل کا میں ذمہ دار نہیں ہوں گا۔ [630,1558,745,1707]
notice-text: مسمی مذکور کو بذریعہ اشتہار ہذا اطلاع دی جاتی ہے کہ وہ مورخہ مقررہ کو بوقت 8 بجے صبح عدالت ہذا میں بطور فریق حاضر ہو کر اپنی پیروی خود یا بذریعہ وکیل کرے بصورت دیگر کارروائی یکطرفہ عمل میں لائی جائے گی۔ آج بتاریخ میرے دستخط اور مہر عدالت سے جاری ہوا۔ میری بیٹی اور بیٹے میرے کہنے سننے میں نہیں ہیں لہذا میں ان کو اپنی جائیداد منقولہ و غیر منقولہ سے عاق کرتا ہوں آئندہ ان کے کسی بھی قول و فعل کا میں ذمہ دار نہیں ہوں گا۔ [506,997,623,1136]
masthead [0,0,996,16]
notice-text: مسمی مذکور کو بذریعہ اشتہار ہذا اطلاع دی جاتی ہے کہ وہ مورخہ مقررہ کو بوقت 8 بجے صبح عدالت ہذا میں بطور فریق حاضر ہو کر اپنی پیروی خود یا بذریعہ وکیل کرے بصورت دیگر کارروائی یکطرفہ عمل میں لائی جائے گی۔ آج بتاریخ میرے دستخط اور مہر عدالت سے جاری ہوا۔ میری بیٹی اور بیٹے میرے کہنے سننے میں نہیں ہیں لہذا میں ان کو اپنی جائیداد منقولہ و غیر منقولہ سے عاق کرتا ہوں آئندہ ان کے کسی بھی قول و فعل کا میں ذمہ دار نہیں ہوں گا۔ [752,1366,865,1515]
ad-label: اشتہار نمبر 20 [630,856,745,871]
notice-text: مسمی مذکور کو بذریعہ اشتہار ہذا اطلاع دی جاتی ہے کہ وہ مورخہ مقررہ کو بوقت 8 بجے صبح عدالت ہذا میں بطور فریق حاضر ہو کر اپنی پیروی خود یا بذریعہ وکیل کرے بصورت دیگر کارروائی یکطرفہ عمل میں لائی جائے گی۔ آج بتاریخ میرے دستخط اور مہر عدالت سے جاری ہوا۔ میری بیٹی اور بیٹے میرے کہنے سننے میں نہیں ہیں لہذا میں ان کو اپنی جائیداد منقولہ و غیر منقولہ سے عاق کرتا ہوں آئندہ ان کے کسی بھی قول و فعل کا میں ذمہ دار نہیں ہوں گا۔ [752,1195,865,1344]
notice-text: مسمی مذکور کو بذریعہ اشتہار ہذا اطلاع دی جاتی ہے کہ وہ مورخہ مقررہ کو بوقت 8 بجے صبح عدالت ہذا میں بطور فریق حاضر ہو کر اپنی پیروی خود یا بذریعہ وکیل کرے بصورت دیگر کارروائی یکطرفہ عمل میں لائی جائے گی۔ آج بتاریخ میرے دستخط اور مہر عدالت سے جاری ہوا۔ میری بیٹی اور بیٹے میرے کہنے سننے میں نہیں ہیں لہذا میں ان کو اپنی جائیداد منقولہ و غیر منقولہ سے عاق کرتا ہوں آئندہ ان کے کسی بھی قول و فعل کا میں ذمہ دار نہیں ہوں گا۔ [247,719,370,858]
notice-text: مسمی مذکور کو بذریعہ اشتہار ہذا اطلاع دی جاتی ہے کہ وہ مورخہ مقررہ کو بوقت 8 بجے صبح عدالت ہذا میں بطور فریق حاضر ہو کر اپنی پیروی خود یا بذریعہ وکیل کرے بصورت دیگر کارروائی یکطرفہ عمل میں لائی جائے گی۔ آج بتاریخ میرے دستخط اور مہر عدالت سے جاری ہوا۔ میری بیٹی اور بیٹے میرے کہنے سننے میں نہیں ہیں لہذا میں ان کو اپنی جائیداد منقولہ و غیر منقولہ سے عاق کرتا ہوں آئندہ ان کے کسی بھی قول و فعل کا میں ذمہ دار نہیں ہوں گا۔ [377,1220,499,1359]
notice-text: مسمی مذکور کو بذریعہ اشتہار ہذا اطلاع دی جاتی ہے کہ وہ مورخہ مقررہ کو بوقت 8 بجے صبح عدالت ہذا میں بطور فریق حاضر ہو کر اپنی پیروی خود یا بذریعہ وکیل کرے بصورت دیگر کارروائی یکطرفہ عمل میں لائی جائے گی۔ آج بتاریخ میرے دستخط اور مہر عدالت سے جاری ہوا۔ میری بیٹی اور بیٹے میرے کہنے سننے میں نہیں ہیں لہذا میں ان کو اپنی جائیداد منقولہ و غیر منقولہ سے عاق کرتا ہوں آئندہ ان کے کسی بھی قول و فعل کا میں ذمہ دار نہیں ہوں گا۔ [377,19,499,158]
column-2 [748,17,868,2199]
page-number: صفحہ نمبر 3 [429,0,501,14]
ad-label: اشتہار نمبر 53 [124,1537,240,1552]
ad-label: اشتہار نمبر 35 [506,961,623,976]
ad-label: اشتہار نمبر 7 [752,343,865,358]
notice-text: مسمی مذکور کو بذریعہ اشتہار ہذا اطلاع دی جاتی ہے کہ وہ مورخہ مقررہ کو بوقت 8 بجے صبح عدالت ہذا میں بطور فریق حاضر ہو کر اپنی پیروی خود یا بذریعہ وکیل کرے بصورت دیگر کارروائی یکطرفہ عمل میں لائی جائے گی۔ آج بتاریخ میرے دستخط اور مہر عدالت سے جاری ہوا۔ میری بیٹی اور بیٹے میرے کہنے سننے میں نہیں ہیں لہذا میں ان کو اپنی جائیداد منقولہ و غیر منقولہ سے عاق کرتا ہوں آئندہ ان کے کسی بھی قول و فعل کا میں ذمہ دار نہیں ہوں گا۔ [247,2119,370,2258]
notice-text: مسمی مذکور کو بذریعہ اشتہار ہذا اطلاع دی جاتی ہے کہ وہ مورخہ مقررہ کو بوقت 8 بجے صبح عدالت ہذا میں بطور فریق حاضر ہو کر اپنی پیروی خود یا بذریعہ وکیل کرے بصورت دیگر کارروائی یکطرفہ عمل میں لائی جائے گی۔ آج بتاریخ میرے دستخط اور مہر عدالت سے جاری ہوا۔ میری بیٹی اور بیٹے میرے کہنے سننے میں نہیں ہیں لہذا میں ان کو اپنی جائیداد منقولہ و غیر منقولہ سے عاق کرتا ہوں آئندہ ان کے کسی بھی قول و فعل کا میں ذمہ دار نہیں ہوں گا۔ [377,1721,499,1860]
ad-label: اشتہار نمبر 28 [630,2224,745,2239]
ad-label: اشتہار نمبر 30 [506,162,623,177]
court-notice: بعدالت جناب سول جج صاحب 27-02-2026 مسمی مذکور کو بذریعہ اشتہار ہذا اطلاع دی جاتی ہے کہ وہ مورخہ مقررہ کو بوقت 8 بجے صبح عدالت ہذا میں بطور فریق حاضر ہو کر اپنی پیروی خود یا بذریعہ وکیل کرے بصورت دیگر کارروائی یکطرفہ عمل میں لائی جائے گی۔ آج بتاریخ میرے دستخط اور مہر عدالت سے جاری ہوا۔ میری بیٹی اور بیٹے میرے کہنے سننے میں نہیں ہیں لہذا میں ان کو اپنی جائیداد منقولہ و غیر منقولہ سے عاق کرتا ہوں آئندہ ان کے کسی بھی قول و فعل کا میں ذمہ دار نہیں ہوں گا۔ 27-02-2026 دستخط حاکم مہر عدالت [872,1388,993,1596]
ad-label: اشتہار نمبر 2 [872,183,993,198]
notice-text: مسمی مذکور کو بذریعہ اشتہار ہذا اطلاع دی جاتی ہے کہ وہ مورخہ مقررہ کو بوقت 8 بجے صبح عدالت ہذا میں بطور فریق حاضر ہو کر اپنی پیروی خود یا بذریعہ وکیل کرے بصورت دیگر کارروائی یکطرفہ عمل میں لائی جائے گی۔ آج بتاریخ میرے دستخط اور مہر عدالت سے جاری ہوا۔ میری بیٹی اور بیٹے میرے کہنے سننے میں نہیں ہیں لہذا میں ان کو اپنی جائیداد منقولہ و غیر منقولہ سے عاق کرتا ہوں آئندہ ان کے کسی بھی قول و فعل کا میں ذمہ دار نہیں ہوں گا۔ [247,859,370,998]
notice-text: مسمی مذکور کو بذریعہ اشتہار ہذا اطلاع دی جاتی ہے کہ وہ مورخہ مقررہ کو بوقت 8 بجے صبح عدالت ہذا میں بطور فریق حاضر ہو کر اپنی پیروی خود یا بذریعہ وکیل کرے بصورت دیگر کارروائی یکطرفہ عمل میں لائی جائے گی۔ آج بتاریخ میرے دستخط اور مہر عدالت سے جاری ہوا۔ میری بیٹی اور بیٹے میرے کہنے سننے میں نہیں ہیں لہذا میں ان کو اپنی جائیداد منقولہ و غیر منقولہ سے عاق کرتا ہوں آئندہ ان کے کسی بھی قول و فعل کا میں ذمہ دار نہیں ہوں گا۔ [630,19,745,168]
notice-text: مسمی مذکور کو بذریعہ اشتہار ہذا اطلاع دی جاتی ہے کہ وہ مورخہ مقررہ کو بوقت 8 بجے صبح عدالت ہذا میں بطور فریق حاضر ہو کر اپنی پیروی خود یا بذریعہ وکیل کرے بصورت دیگر کارروائی یکطرفہ عمل میں لائی جائے گی۔ آج بتاریخ میرے دستخط اور مہر عدالت سے جاری ہوا۔ میری بیٹی اور بیٹے میرے کہنے سننے میں نہیں ہیں لہذا میں ان کو اپنی جائیداد منقولہ و غیر منقولہ سے عاق کرتا ہوں آئندہ ان کے کسی بھی قول و فعل کا میں ذمہ دار نہیں ہوں گا۔ [124,682,240,831]
notice-text: مسمی مذکور کو بذریعہ اشتہار ہذا اطلاع دی جاتی ہے کہ وہ مورخہ مقررہ کو بوقت 8 بجے صبح عدالت ہذا میں بطور فریق حاضر ہو کر اپنی پیروی خود یا بذریعہ وکیل کرے بصورت دیگر کارروائی یکطرفہ عمل میں لائی جائے گی۔ آج بتاریخ میرے دستخط اور مہر عدالت سے جاری ہوا۔ میری بیٹی اور بیٹے میرے کہنے سننے میں نہیں ہیں لہذا میں ان کو اپنی جائیداد منقولہ و غیر منقولہ سے عاق کرتا ہوں آئندہ ان کے کسی بھی قول و فعل کا میں ذمہ دار نہیں ہوں گا۔ [630,190,745,339]
ad-label: اشتہار نمبر 61 [3,1764,117,1779]
notice-text: مسمی مذکور کو بذریعہ اشتہار ہذا اطلاع دی جاتی ہے کہ وہ مورخہ مقررہ کو بوقت 8 بجے صبح عدالت ہذا میں بطور فریق حاضر ہو کر اپنی پیروی خود یا بذریعہ وکیل کرے بصورت دیگر کارروائی یکطرفہ عمل میں لائی جائے گی۔ آج بتاریخ میرے دستخط اور مہر عدالت سے جاری ہوا۔ میری بیٹی اور بیٹے میرے کہنے سننے میں نہیں ہیں لہذا میں ان کو اپنی جائیداد منقولہ و غیر منقولہ سے عاق کرتا ہوں آئندہ ان کے کسی بھی قول و فعل کا میں ذمہ دار نہیں ہوں گا۔ [124,19,240,168]
notice-text: مسمی مذکور کو بذریعہ اشتہار ہذا اطلاع دی جاتی ہے کہ وہ مورخہ مقررہ کو بوقت 8 بجے صبح عدالت ہذا میں بطور فریق حاضر ہو کر اپنی پیروی خود یا بذریعہ وکیل کرے بصورت دیگر کارروائی یکطرفہ عمل میں لائی جائے گی۔ آج بتاریخ میرے دستخط اور مہر عدالت سے جاری ہوا۔ میری بیٹی اور بیٹے میرے کہنے سننے میں نہیں ہیں لہذا میں ان کو اپنی جائیداد منقولہ و غیر منقولہ سے عاق کرتا ہوں آئندہ ان کے کسی بھی قول و فعل کا میں ذمہ دار نہیں ہوں گا۔ [247,579,370,718]
ad-label: اشتہار نمبر 42 [377,1381,499,1396]
notice-text: مسمی مذکور کو بذریعہ اشتہار ہذا اطلاع دی جاتی ہے کہ وہ مورخہ مقررہ کو بوقت 8 بجے صبح عدالت ہذا میں بطور فریق حاضر ہو کر اپنی پیروی خود یا بذریعہ وکیل کرے بصورت دیگر کارروائی یکطرفہ عمل میں لائی جائے گی۔ آج بتاریخ میرے دستخط اور مہر عدالت سے جاری ہوا۔ میری بیٹی اور بیٹے میرے کہنے سننے میں نہیں ہیں لہذا میں ان کو اپنی جائیداد منقولہ و غیر منقولہ سے عاق کرتا ہوں آئندہ ان کے کسی بھی قول و فعل کا میں ذمہ دار نہیں ہوں گا۔ [506,800,623,939]
notice-text: مسمی مذکور کو بذریعہ اشتہار ہذا اطلاع دی جاتی ہے کہ وہ مورخہ مقررہ کو بوقت 8 بجے صبح عدالت ہذا میں بطور فریق حاضر ہو کر اپنی پیروی خود یا بذریعہ وکیل کرے بصورت دیگر کارروائی یکطرفہ عمل میں لائی جائے گی۔ آج بتاریخ میرے دستخط اور مہر عدالت سے جاری ہوا۔ میری بیٹی اور بیٹے میرے کہنے سننے میں نہیں ہیں لہذا میں ان کو اپنی جائیداد منقولہ و غیر منقولہ سے عاق کرتا ہوں آئندہ ان کے کسی بھی قول و فعل کا میں ذمہ دار نہیں ہوں گا۔ [3,44,117,193]
ad-label: اشتہار نمبر 9 [752,685,865,700]
notice-text: مسمی مذکور کو بذریعہ اشتہار ہذا اطلاع دی جاتی ہے کہ وہ مورخہ مقررہ کو بوقت 8 بجے صبح عدالت ہذا میں بطور فریق حاضر ہو کر اپنی پیروی خود یا بذریعہ وکیل کرے بصورت دیگر کارروائی یکطرفہ عمل میں لائی جائے گی۔ آج بتاریخ میرے دستخط اور مہر عدالت سے جاری ہوا۔ میری بیٹی اور بیٹے میرے کہنے سننے میں نہیں ہیں لہذا میں ان کو اپنی جائیداد منقولہ و غیر منقولہ سے عاق کرتا ہوں آئندہ ان کے کسی بھی قول و فعل کا میں ذمہ دار نہیں ہوں گا۔ [630,1045,745,1194]
ad-label: اشتہار نمبر 4 [872,645,993,660]
notice-text: مسمی مذکور کو بذریعہ اشتہار ہذا اطلاع دی جاتی ہے کہ وہ مورخہ مقررہ کو بوقت 8 بجے صبح عدالت ہذا میں بطور فریق حاضر ہو کر اپنی پیروی خود یا بذریعہ وکیل کرے بصورت دیگر کارروائی یکطرفہ عمل میں لائی جائے گی۔ آج بتاریخ میرے دستخط اور مہر عدالت سے جاری ہوا۔ میری بیٹی اور بیٹے میرے کہنے سننے میں نہیں ہیں لہذا میں ان کو اپنی جائیداد منقولہ و غیر منقولہ سے عاق کرتا ہوں آئندہ ان کے کسی بھی قول و فعل کا میں ذمہ دار نہیں ہوں گا۔ [377,1560,499,1699]
notice-text: مسمی مذکور کو بذریعہ اشتہار ہذا اطلاع دی جاتی ہے کہ وہ مورخہ مقررہ کو بوقت 8 بجے صبح عدالت ہذا میں بطور فریق حاضر ہو کر اپنی پیروی خود یا بذریعہ وکیل کرے بصورت دیگر کارروائی یکطرفہ عمل میں لائی جائے گی۔ آج بتاریخ میرے دستخط اور مہر عدالت سے جاری ہوا۔ میری بیٹی اور بیٹے میرے کہنے سننے میں نہیں ہیں لہذا میں ان کو اپنی جائیداد منقولہ و غیر منقولہ سے عاق کرتا ہوں آئندہ ان کے کسی بھی قول و فعل کا میں ذمہ دار نہیں ہوں گا۔ [506,1557,623,1696]
notice-text: مسمی مذکور کو بذریعہ اشتہار ہذا اطلاع دی جاتی ہے کہ وہ مورخہ مقررہ کو بوقت 8 بجے صبح عدالت ہذا میں بطور فریق حاضر ہو کر اپنی پیروی خود یا بذریعہ وکیل کرے بصورت دیگر کارروائی یکطرفہ عمل میں لائی جائے گی۔ آج بتاریخ میرے دستخط اور مہر عدالت سے جاری ہوا۔ میری بیٹی اور بیٹے میرے کہنے سننے میں نہیں ہیں لہذا میں ان کو اپنی جائیداد منقولہ و غیر منقولہ سے عاق کرتا ہوں آئندہ ان کے کسی بھی قول و فعل کا میں ذمہ دار نہیں ہوں گا۔ [752,853,865,1002]
notice-text: مسمی مذکور کو بذریعہ اشتہار ہذا اطلاع دی جاتی ہے کہ وہ مورخہ مقررہ کو بوقت 8 بجے صبح عدالت ہذا میں بطور فریق حاضر ہو کر اپنی پیروی خود یا بذریعہ وکیل کرے بصورت دیگر کارروائی یکطرفہ عمل میں لائی جائے گی۔ آج بتاریخ میرے دستخط اور مہر عدالت سے جاری ہوا۔ میری بیٹی اور بیٹے میرے کہنے سننے میں نہیں ہیں لہذا میں ان کو اپنی جائیداد منقولہ و غیر منقولہ سے عاق کرتا ہوں آئندہ ان کے کسی بھی قول و فعل کا میں ذمہ دار نہیں ہوں گا۔ [124,511,240,660]
ad-label: اشتہار نمبر 11 [752,1177,865,1192]
notice-text: مسمی مذکور کو بذریعہ اشتہار ہذا اطلاع دی جاتی ہے کہ وہ مورخہ مقررہ کو بوقت 8 بجے صبح عدالت ہذا میں بطور فریق حاضر ہو کر اپنی پیروی خود یا بذریعہ وکیل کرے بصورت دیگر کارروائی یکطرفہ عمل میں لائی جائے گی۔ آج بتاریخ میرے دستخط اور مہر عدالت سے جاری ہوا۔ میری بیٹی اور بیٹے میرے کہنے سننے میں نہیں ہیں لہذا میں ان کو اپنی جائیداد منقولہ و غیر منقولہ سے عاق کرتا ہوں آئندہ ان کے کسی بھی قول و فعل کا میں ذمہ دار نہیں ہوں گا۔ [506,180,623,319]
newspaper-title: DAILY MAHASIB ABBOTTABAD [4,0,197,14]
ad-label: اشتہار نمبر 48 [124,835,240,850]
notice-text: مسمی مذکور کو بذریعہ اشتہار ہذا اطلاع دی جاتی ہے کہ وہ مورخہ مقررہ کو بوقت 8 بجے صبح عدالت ہذا میں بطور فریق حاضر ہو کر اپنی پیروی خود یا بذریعہ وکیل کرے بصورت دیگر کارروائی یکطرفہ عمل میں لائی جائے گی۔ آج بتاریخ میرے دستخط اور مہر عدالت سے جاری ہوا۔ میری بیٹی اور بیٹے میرے کہنے سننے میں نہیں ہیں لہذا میں ان کو اپنی جائیداد منقولہ و غیر منقولہ سے عاق کرتا ہوں آئندہ ان کے کسی بھی قول و فعل کا میں ذمہ دار نہیں ہوں گا۔ [752,190,865,339]
ad-label: اشتہار نمبر 1 [872,22,993,37]
notice-text: مسمی مذکور کو بذریعہ اشتہار ہذا اطلاع دی جاتی ہے کہ وہ مورخہ مقررہ کو بوقت 8 بجے صبح عدالت ہذا میں بطور فریق حاضر ہو کر اپنی پیروی خود یا بذریعہ وکیل کرے بصورت دیگر کارروائی یکطرفہ عمل میں لائی جائے گی۔ آج بتاریخ میرے دستخط اور مہر عدالت سے جاری ہوا۔ میری بیٹی اور بیٹے میرے کہنے سننے میں نہیں ہیں لہذا میں ان کو اپنی جائیداد منقولہ و غیر منقولہ سے عاق کرتا ہوں آئندہ ان کے کسی بھی قول و فعل کا میں ذمہ دار نہیں ہوں گا۔ [124,1024,240,1173]
notice-text: مسمی مذکور کو بذریعہ اشتہار ہذا اطلاع دی جاتی ہے کہ وہ مورخہ مقررہ کو بوقت 8 بجے صبح عدالت ہذا میں بطور فریق حاضر ہو کر اپنی پیروی خود یا بذریعہ وکیل کرے بصورت دیگر کارروائی یکطرفہ عمل میں لائی جائے گی۔ آج بتاریخ میرے دستخط اور مہر عدالت سے جاری ہوا۔ میری بیٹی اور بیٹے میرے کہنے سننے میں نہیں ہیں لہذا میں ان کو اپنی جائیداد منقولہ و غیر منقولہ سے عاق کرتا ہوں آئندہ ان کے کسی بھی قول و فعل کا میں ذمہ دار نہیں ہوں گا۔ [752,1879,865,2028]
section-heading: اطلاع عام [3,1072,117,1091]
ad-label: اشتہار نمبر 27 [630,2053,745,2068]
ad-label: اشتہار نمبر 21 [630,1027,745,1042]
notice-text: مسمی مذکور کو بذریعہ اشتہار ہذا اطلاع دی جاتی ہے کہ وہ مورخہ مقررہ کو بوقت 8 بجے صبح عدالت ہذا میں بطور فریق حاضر ہو کر اپنی پیروی خود یا بذریعہ وکیل کرے بصورت دیگر کارروائی یکطرفہ عمل میں لائی جائے گی۔ آج بتاریخ میرے دستخط اور مہر عدالت سے جاری ہوا۔ میری بیٹی اور بیٹے میرے کہنے سننے میں نہیں ہیں لہذا میں ان کو اپنی جائیداد منقولہ و غیر منقولہ سے عاق کرتا ہوں آئندہ ان کے کسی بھی قول و فعل کا میں ذمہ دار نہیں ہوں گا۔ [3,744,117,893]
ad-label: اشتہار نمبر 55 [124,1573,240,1588]
notice-text: مسمی مذکور کو بذریعہ اشتہار ہذا اطلاع دی جاتی ہے کہ وہ مورخہ مقررہ کو بوقت 8 بجے صبح عدالت ہذا میں بطور فریق حاضر ہو کر اپنی پیروی خود یا بذریعہ وکیل کرے بصورت دیگر کارروائی یکطرفہ عمل میں لائی جائے گی۔ آج بتاریخ میرے دستخط اور مہر عدالت سے جاری ہوا۔ میری بیٹی اور بیٹے میرے کہنے سننے میں نہیں ہیں لہذا میں ان کو اپنی جائیداد منقولہ و غیر منقولہ سے عاق کرتا ہوں آئندہ ان کے کسی بھی قول و فعل کا میں ذمہ دار نہیں ہوں گا۔ [124,2104,240,2253]
ad-label: اشتہار نمبر 33 [506,782,623,797]
column-1 [868,17,996,1825]
notice-text: مسمی مذکور کو بذریعہ اشتہار ہذا اطلاع دی جاتی ہے کہ وہ مورخہ مقررہ کو بوقت 8 بجے صبح عدالت ہذا میں بطور فریق حاضر ہو کر اپنی پیروی خود یا بذریعہ وکیل کرے بصورت دیگر کارروائی یکطرفہ عمل میں لائی جائے گی۔ آج بتاریخ میرے دستخط اور مہر عدالت سے جاری ہوا۔ میری بیٹی اور بیٹے میرے کہنے سننے میں نہیں ہیں لہذا میں ان کو اپنی جائیداد منقولہ و غیر منقولہ سے عاق کرتا ہوں آئندہ ان کے کسی بھی قول و فعل کا میں ذمہ دار نہیں ہوں گا۔ [247,1559,370,1698]
notice-text: مسمی مذکور کو بذریعہ اشتہار ہذا اطلاع دی جاتی ہے کہ وہ مورخہ مقررہ کو بوقت 8 بجے صبح عدالت ہذا میں بطور فریق حاضر ہو کر اپنی پیروی خود یا بذریعہ وکیل کرے بصورت دیگر کارروائی یکطرفہ عمل میں لائی جائے گی۔ آج بتاریخ میرے دستخط اور مہر عدالت سے جاری ہوا۔ میری بیٹی اور بیٹے میرے کہنے سننے میں نہیں ہیں لہذا میں ان کو اپنی جائیداد منقولہ و غیر منقولہ سے عاق کرتا ہوں آئندہ ان کے کسی بھی قول و فعل کا میں ذمہ دار نہیں ہوں گا۔ [630,2242,745,2391]
court-notice: بعدالت جناب سول جج صاحب نمبر مقدمہ: 101/1 27/03/2024 09/02/2026 مسمی مذکور کو بذریعہ اشتہار ہذا اطلاع دی جاتی ہے کہ وہ مورخہ مقررہ کو بوقت 8 بجے صبح عدالت ہذا میں بطور فریق حاضر ہو کر اپنی پیروی خود یا بذریعہ وکیل کرے بصورت دیگر کارروائی یکطرفہ عمل میں لائی جائے گی۔ آج بتاریخ میرے دستخط اور مہر عدالت سے جاری ہوا۔ میری بیٹی اور بیٹے میرے کہنے سننے میں نہیں ہیں لہذا میں ان کو اپنی جائیداد منقولہ و غیر منقولہ سے عاق کرتا ہوں آئندہ ان کے کسی بھی قول و فعل کا میں ذمہ دار نہیں ہوں گا۔ 09/02/2026 دستخط حاکم مہر عدالت [872,909,993,1139]
notice-text: مسمی مذکور کو بذریعہ اشتہار ہذا اطلاع دی جاتی ہے کہ وہ مورخہ مقررہ کو بوقت 8 بجے صبح عدالت ہذا میں بطور فریق حاضر ہو کر اپنی پیروی خود یا بذریعہ وکیل کرے بصورت دیگر کارروائی یکطرفہ عمل میں لائی جائے گی۔ آج بتاریخ میرے دستخط اور مہر عدالت سے جاری ہوا۔ میری بیٹی اور بیٹے میرے کہنے سننے میں نہیں ہیں لہذا میں ان کو اپنی جائیداد منقولہ و غیر منقولہ سے عاق کرتا ہوں آئندہ ان کے کسی بھی قول و فعل کا میں ذمہ دار نہیں ہوں گا۔ [752,703,865,852]
section-heading: درستگی نام [3,722,117,741]
notice-text: مسمی مذکور کو بذریعہ اشتہار ہذا اطلاع دی جاتی ہے کہ وہ مورخہ مقررہ کو بوقت 8 بجے صبح عدالت ہذا میں بطور فریق حاضر ہو کر اپنی پیروی خود یا بذریعہ وکیل کرے بصورت دیگر کارروائی یکطرفہ عمل میں لائی جائے گی۔ آج بتاریخ میرے دستخط اور مہر عدالت سے جاری ہوا۔ میری بیٹی اور بیٹے میرے کہنے سننے میں نہیں ہیں لہذا میں ان کو اپنی جائیداد منقولہ و غیر منقولہ سے عاق کرتا ہوں آئندہ ان کے کسی بھی قول و فعل کا میں ذمہ دار نہیں ہوں گا۔ [506,1137,623,1276]
notice-text: مسمی مذکور کو بذریعہ اشتہار ہذا اطلاع دی جاتی ہے کہ وہ مورخہ مقررہ کو بوقت 8 بجے صبح عدالت ہذا میں بطور فریق حاضر ہو کر اپنی پیروی خود یا بذریعہ وکیل کرے بصورت دیگر کارروائی یکطرفہ عمل میں لائی جائے گی۔ آج بتاریخ میرے دستخط اور مہر عدالت سے جاری ہوا۔ میری بیٹی اور بیٹے میرے کہنے سننے میں نہیں ہیں لہذا میں ان کو اپنی جائیداد منقولہ و غیر منقولہ سے عاق کرتا ہوں آئندہ ان کے کسی بھی قول و فعل کا میں ذمہ دار نہیں ہوں گا۔ [506,460,623,599]
notice-text: مسمی مذکور کو بذریعہ اشتہار ہذا اطلاع دی جاتی ہے کہ وہ مورخہ مقررہ کو بوقت 8 بجے صبح عدالت ہذا میں بطور فریق حاضر ہو کر اپنی پیروی خود یا بذریعہ وکیل کرے بصورت دیگر کارروائی یکطرفہ عمل میں لائی جائے گی۔ آج بتاریخ میرے دستخط اور مہر عدالت سے جاری ہوا۔ میری بیٹی اور بیٹے میرے کہنے سننے میں نہیں ہیں لہذا میں ان کو اپنی جائیداد منقولہ و غیر منقولہ سے عاق کرتا ہوں آئندہ ان کے کسی بھی قول و فعل کا میں ذمہ دار نہیں ہوں گا۔ [247,299,370,438]
section-heading: درستگی نام [3,372,117,391]
column-8 [0,17,120,2102]
notice-text: مسمی مذکور کو بذریعہ اشتہار ہذا اطلاع دی جاتی ہے کہ وہ مورخہ مقررہ کو بوقت 8 بجے صبح عدالت ہذا میں بطور فریق حاضر ہو کر اپنی پیروی خود یا بذریعہ وکیل کرے بصورت دیگر کارروائی یکطرفہ عمل میں لائی جائے گی۔ آج بتاریخ میرے دستخط اور مہر عدالت سے جاری ہوا۔ میری بیٹی اور بیٹے میرے کہنے سننے میں نہیں ہیں لہذا میں ان کو اپنی جائیداد منقولہ و غیر منقولہ سے عاق کرتا ہوں آئندہ ان کے کسی بھی قول و فعل کا میں ذمہ دار نہیں ہوں گا۔ [377,1041,499,1180]
notice-text: مسمی مذکور کو بذریعہ اشتہار ہذا اطلاع دی جاتی ہے کہ وہ مورخہ مقررہ کو بوقت 8 بجے صبح عدالت ہذا میں بطور فریق حاضر ہو کر اپنی پیروی خود یا بذریعہ وکیل کرے بصورت دیگر کارروائی یکطرفہ عمل میں لائی جائے گی۔ آج بتاریخ میرے دستخط اور مہر عدالت سے جاری ہوا۔ میری بیٹی اور بیٹے میرے کہنے سننے میں نہیں ہیں لہذا میں ان کو اپنی جائیداد منقولہ و غیر منقولہ سے عاق کرتا ہوں آئندہ ان کے کسی بھی قول و فعل کا میں ذمہ دار نہیں ہوں گا۔ [124,1591,240,1740]
notice-text: مسمی مذکور کو بذریعہ اشتہار ہذا اطلاع دی جاتی ہے کہ وہ مورخہ مقررہ کو بوقت 8 بجے صبح عدالت ہذا میں بطور فریق حاضر ہو کر اپنی پیروی خود یا بذریعہ وکیل کرے بصورت دیگر کارروائی یکطرفہ عمل میں لائی جائے گی۔ آج بتاریخ میرے دستخط اور مہر عدالت سے جاری ہوا۔ میری بیٹی اور بیٹے میرے کہنے سننے میں نہیں ہیں لہذا میں ان کو اپنی جائیداد منقولہ و غیر منقولہ سے عاق کرتا ہوں آئندہ ان کے کسی بھی قول و فعل کا میں ذمہ دار نہیں ہوں گا۔ [124,1384,240,1533]
notice-text: مسمی مذکور کو بذریعہ اشتہار ہذا اطلاع دی جاتی ہے کہ وہ مورخہ مقررہ کو بوقت 8 بجے صبح عدالت ہذا میں بطور فریق حاضر ہو کر اپنی پیروی خود یا بذریعہ وکیل کرے بصورت دیگر کارروائی یکطرفہ عمل میں لائی جائے گی۔ آج بتاریخ میرے دستخط اور مہر عدالت سے جاری ہوا۔ میری بیٹی اور بیٹے میرے کہنے سننے میں نہیں ہیں لہذا میں ان کو اپنی جائیداد منقولہ و غیر منقولہ سے عاق کرتا ہوں آئندہ ان کے کسی بھی قول و فعل کا میں ذمہ دار نہیں ہوں گا۔ [377,579,499,718]
column-6 [243,17,373,2398]
ad-label: اشتہار نمبر 15 [752,1861,865,1876]
ad-label: اشتہار نمبر 60 [3,1593,117,1608]
ad-label: اشتہار نمبر 6 [752,2032,865,2047]
notice-text: مسمی مذکور کو بذریعہ اشتہار ہذا اطلاع دی جاتی ہے کہ وہ مورخہ مقررہ کو بوقت 8 بجے صبح عدالت ہذا میں بطور فریق حاضر ہو کر اپنی پیروی خود یا بذریعہ وکیل کرے بصورت دیگر کارروائی یکطرفہ عمل میں لائی جائے گی۔ آج بتاریخ میرے دستخط اور مہر عدالت سے جاری ہوا۔ میری بیٹی اور بیٹے میرے کہنے سننے میں نہیں ہیں لہذا میں ان کو اپنی جائیداد منقولہ و غیر منقولہ سے عاق کرتا ہوں آئندہ ان کے کسی بھی قول و فعل کا میں ذمہ دار نہیں ہوں گا۔ [630,2071,745,2220]
court-notice: بعدالت جناب سینئر سول جج نمبر مقدمہ: 84/1 07/03/2023 30/01/2026 مسمی مذکور کو بذریعہ اشتہار ہذا اطلاع دی جاتی ہے کہ وہ مورخہ مقررہ کو بوقت 8 بجے صبح عدالت ہذا میں بطور فریق حاضر ہو کر اپنی پیروی خود یا بذریعہ وکیل کرے بصورت دیگر کارروائی یکطرفہ عمل میں لائی جائے گی۔ آج بتاریخ میرے دستخط اور مہر عدالت سے جاری ہوا۔ میری بیٹی اور بیٹے میرے کہنے سننے میں نہیں ہیں لہذا میں ان کو اپنی جائیداد منقولہ و غیر منقولہ سے عاق کرتا ہوں آئندہ ان کے کسی بھی قول و فعل کا میں ذمہ دار نہیں ہوں گا۔ 30.01.2026 دستخط حاکم مہر عدالت [872,1600,993,1830]
notice-text: مسمی مذکور کو بذریعہ اشتہار ہذا اطلاع دی جاتی ہے کہ وہ مورخہ مقررہ کو بوقت 8 بجے صبح عدالت ہذا میں بطور فریق حاضر ہو کر اپنی پیروی خود یا بذریعہ وکیل کرے بصورت دیگر کارروائی یکطرفہ عمل میں لائی جائے گی۔ آج بتاریخ میرے دستخط اور مہر عدالت سے جاری ہوا۔ میری بیٹی اور بیٹے میرے کہنے سننے میں نہیں ہیں لہذا میں ان کو اپنی جائیداد منقولہ و غیر منقولہ سے عاق کرتا ہوں آئندہ ان کے کسی بھی قول و فعل کا میں ذمہ دار نہیں ہوں گا۔ [3,569,117,718]
notice-text: مسمی مذکور کو بذریعہ اشتہار ہذا اطلاع دی جاتی ہے کہ وہ مورخہ مقررہ کو بوقت 8 بجے صبح عدالت ہذا میں بطور فریق حاضر ہو کر اپنی پیروی خود یا بذریعہ وکیل کرے بصورت دیگر کارروائی یکطرفہ عمل میں لائی جائے گی۔ آج بتاریخ میرے دستخط اور مہر عدالت سے جاری ہوا۔ میری بیٹی اور بیٹے میرے کہنے سننے میں نہیں ہیں لہذا میں ان کو اپنی جائیداد منقولہ و غیر منقولہ سے عاق کرتا ہوں آئندہ ان کے کسی بھی قول و فعل کا میں ذمہ دار نہیں ہوں گا۔ [752,361,865,510]
notice-text: مسمی مذکور کو بذریعہ اشتہار ہذا اطلاع دی جاتی ہے کہ وہ مورخہ مقررہ کو بوقت 8 بجے صبح عدالت ہذا میں بطور فریق حاضر ہو کر اپنی پیروی خود یا بذریعہ وکیل کرے بصورت دیگر کارروائی یکطرفہ عمل میں لائی جائے گی۔ آج بتاریخ میرے دستخط اور مہر عدالت سے جاری ہوا۔ میری بیٹی اور بیٹے میرے کہنے سننے میں نہیں ہیں لہذا میں ان کو اپنی جائیداد منقولہ و غیر منقولہ سے عاق کرتا ہوں آئندہ ان کے کسی بھی قول و فعل کا میں ذمہ دار نہیں ہوں گا۔ [752,19,865,168]
notice-text: مسمی مذکور کو بذریعہ اشتہار ہذا اطلاع دی جاتی ہے کہ وہ مورخہ مقررہ کو بوقت 8 بجے صبح عدالت ہذا میں بطور فریق حاضر ہو کر اپنی پیروی خود یا بذریعہ وکیل کرے بصورت دیگر کارروائی یکطرفہ عمل میں لائی جائے گی۔ آج بتاریخ میرے دستخط اور مہر عدالت سے جاری ہوا۔ میری بیٹی اور بیٹے میرے کہنے سننے میں نہیں ہیں لہذا میں ان کو اپنی جائیداد منقولہ و غیر منقولہ سے عاق کرتا ہوں آئندہ ان کے کسی بھی قول و فعل کا میں ذمہ دار نہیں ہوں گا۔ [3,1094,117,1243]
ad-label: اشتہار نمبر 32 [506,764,623,779]
ad-label: اشتہار نمبر 39 [377,1184,499,1199]
notice-text: مسمی مذکور کو بذریعہ اشتہار ہذا اطلاع دی جاتی ہے کہ وہ مورخہ مقررہ کو بوقت 8 بجے صبح عدالت ہذا میں بطور فریق حاضر ہو کر اپنی پیروی خود یا بذریعہ وکیل کرے بصورت دیگر کارروائی یکطرفہ عمل میں لائی جائے گی۔ آج بتاریخ میرے دستخط اور مہر عدالت سے جاری ہوا۔ میری بیٹی اور بیٹے میرے کہنے سننے میں نہیں ہیں لہذا میں ان کو اپنی جائیداد منقولہ و غیر منقولہ سے عاق کرتا ہوں آئندہ ان کے کسی بھی قول و فعل کا میں ذمہ دار نہیں ہوں گا۔ [630,1387,745,1536]
ad-label: اشتہار نمبر 13 [752,1519,865,1534]
ad-label: اشتہار نمبر 47 [124,664,240,679]
notice-text: مسمی مذکور کو بذریعہ اشتہار ہذا اطلاع دی جاتی ہے کہ وہ مورخہ مقررہ کو بوقت 8 بجے صبح عدالت ہذا میں بطور فریق حاضر ہو کر اپنی پیروی خود یا بذریعہ وکیل کرے بصورت دیگر کارروائی یکطرفہ عمل میں لائی جائے گی۔ آج بتاریخ میرے دستخط اور مہر عدالت سے جاری ہوا۔ میری بیٹی اور بیٹے میرے کہنے سننے میں نہیں ہیں لہذا میں ان کو اپنی جائیداد منقولہ و غیر منقولہ سے عاق کرتا ہوں آئندہ ان کے کسی بھی قول و فعل کا میں ذمہ دار نہیں ہوں گا۔ [124,1762,240,1911]
ad-label: اشتہار نمبر 34 [506,943,623,958]
